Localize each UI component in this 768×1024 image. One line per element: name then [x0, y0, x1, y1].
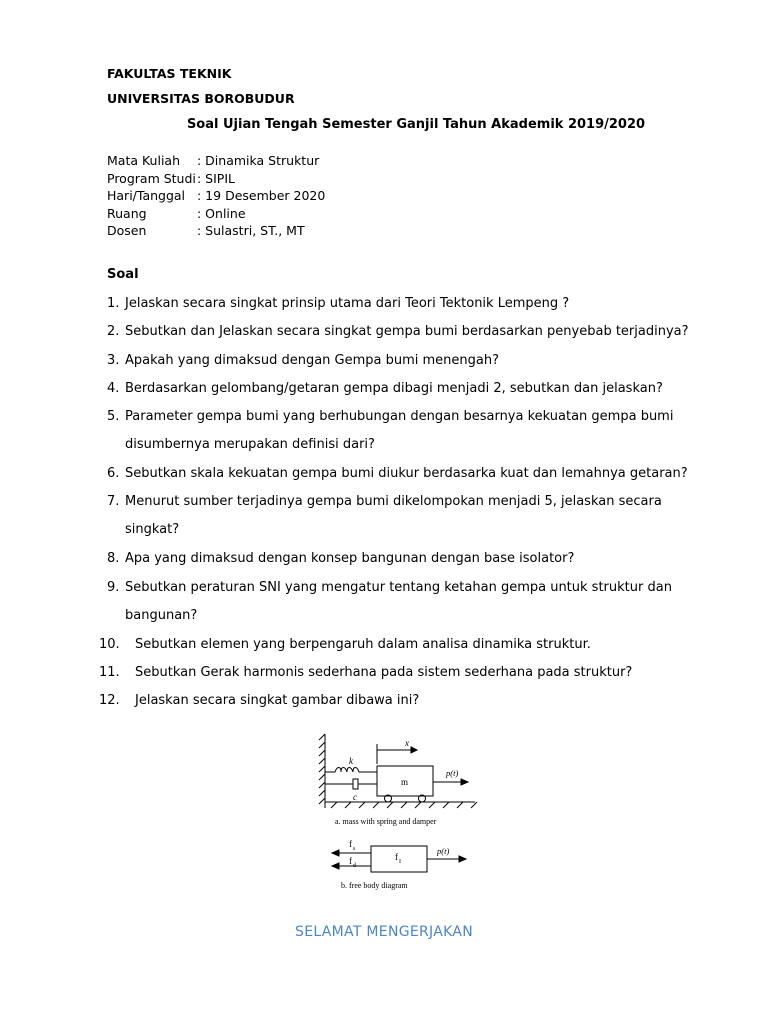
sdof-figure: [315, 730, 485, 895]
question-text: Sebutkan elemen yang berpengaruh dalam analisa dinamika struktur.: [135, 637, 591, 652]
question-text: Jelaskan secara singkat prinsip utama dari Teori Tektonik Lempeng ?: [125, 296, 570, 311]
question-number: 10.: [99, 637, 120, 652]
caption-a: a. mass with spring and damper: [335, 817, 437, 826]
p2-arrowhead: [459, 856, 466, 862]
floor-hatch: [331, 802, 477, 808]
course-info: [107, 152, 325, 240]
fd-arrowhead: [332, 863, 339, 869]
info-value: : SIPIL: [197, 170, 235, 186]
info-row-program: [107, 170, 325, 188]
info-label: Mata Kuliah: [107, 153, 181, 168]
info-label: Hari/Tanggal: [107, 188, 186, 203]
info-value: : Sulastri, ST., MT: [197, 223, 305, 238]
label-k: k: [349, 756, 353, 766]
question-text: Sebutkan skala kekuatan gempa bumi diukur berdasarka kuat dan lemahnya getaran?: [125, 466, 688, 481]
exam-title: Soal Ujian Tengah Semester Ganjil Tahun Akademik 2019/2020: [186, 117, 646, 132]
question-number: 1.: [107, 296, 120, 311]
info-label: Program Studi: [107, 170, 196, 186]
label-fi: f: [395, 852, 398, 862]
question-number: 12.: [99, 693, 120, 708]
question-number: 3.: [107, 353, 120, 368]
closing-message: SELAMAT MENGERJAKAN: [295, 924, 473, 940]
university-name: UNIVERSITAS BOROBUDUR: [107, 91, 295, 106]
question-text: Berdasarkan gelombang/getaran gempa dibagi menjadi 2, sebutkan dan jelaskan?: [125, 381, 663, 396]
info-value: : Dinamika Struktur: [197, 153, 320, 168]
label-p: p(t): [446, 768, 459, 778]
question-text: Sebutkan dan Jelaskan secara singkat gempa bumi berdasarkan penyebab terjadinya?: [125, 324, 689, 339]
question-number: 6.: [107, 466, 120, 481]
spring-shape: [325, 768, 377, 773]
question-number: 9.: [107, 580, 120, 595]
displacement-arrowhead: [411, 747, 417, 753]
info-row-course: [107, 152, 325, 170]
label-fi-sub: I: [399, 859, 401, 865]
question-text: Sebutkan peraturan SNI yang mengatur tentang ketahan gempa untuk struktur dan: [125, 580, 672, 595]
question-number: 4.: [107, 381, 120, 396]
question-text: Apa yang dimaksud dengan konsep bangunan dengan base isolator?: [125, 551, 575, 566]
label-fd: f: [349, 856, 352, 866]
info-row-lecturer: [107, 222, 325, 240]
info-label: Ruang: [107, 205, 147, 221]
info-value: : 19 Desember 2020: [197, 188, 326, 203]
info-value: : Online: [197, 205, 246, 221]
question-number: 2.: [107, 324, 120, 339]
force-arrowhead: [461, 779, 468, 785]
question-text: disumbernya merupakan definisi dari?: [125, 437, 375, 452]
label-p2: p(t): [437, 846, 450, 856]
label-fd-sub: d: [353, 863, 356, 869]
question-number: 8.: [107, 551, 120, 566]
question-text: Sebutkan Gerak harmonis sederhana pada sistem sederhana pada struktur?: [135, 665, 633, 680]
label-fs-sub: s: [353, 846, 356, 852]
damper-body: [353, 779, 358, 789]
questions-heading: Soal: [107, 267, 139, 282]
info-row-room: [107, 205, 325, 223]
label-c: c: [353, 792, 357, 802]
question-text: Parameter gempa bumi yang berhubungan dengan besarnya kekuatan gempa bumi: [125, 409, 674, 424]
info-label: Dosen: [107, 223, 147, 238]
fs-arrowhead: [332, 850, 339, 856]
label-x: x: [405, 738, 409, 748]
question-text: Apakah yang dimaksud dengan Gempa bumi menengah?: [125, 353, 500, 368]
question-text: Jelaskan secara singkat gambar dibawa ini?: [135, 693, 420, 708]
question-text: bangunan?: [125, 608, 198, 623]
faculty-name: FAKULTAS TEKNIK: [107, 66, 232, 81]
question-number: 7.: [107, 494, 120, 509]
question-number: 11.: [99, 665, 120, 680]
question-number: 5.: [107, 409, 120, 424]
caption-b: b. free body diagram: [341, 881, 408, 890]
label-m: m: [401, 777, 409, 787]
wall-hatch: [319, 734, 325, 804]
question-text: singkat?: [125, 522, 180, 537]
label-fs: f: [349, 839, 352, 849]
info-row-date: [107, 187, 325, 205]
question-text: Menurut sumber terjadinya gempa bumi dikelompokan menjadi 5, jelaskan secara: [125, 494, 662, 509]
